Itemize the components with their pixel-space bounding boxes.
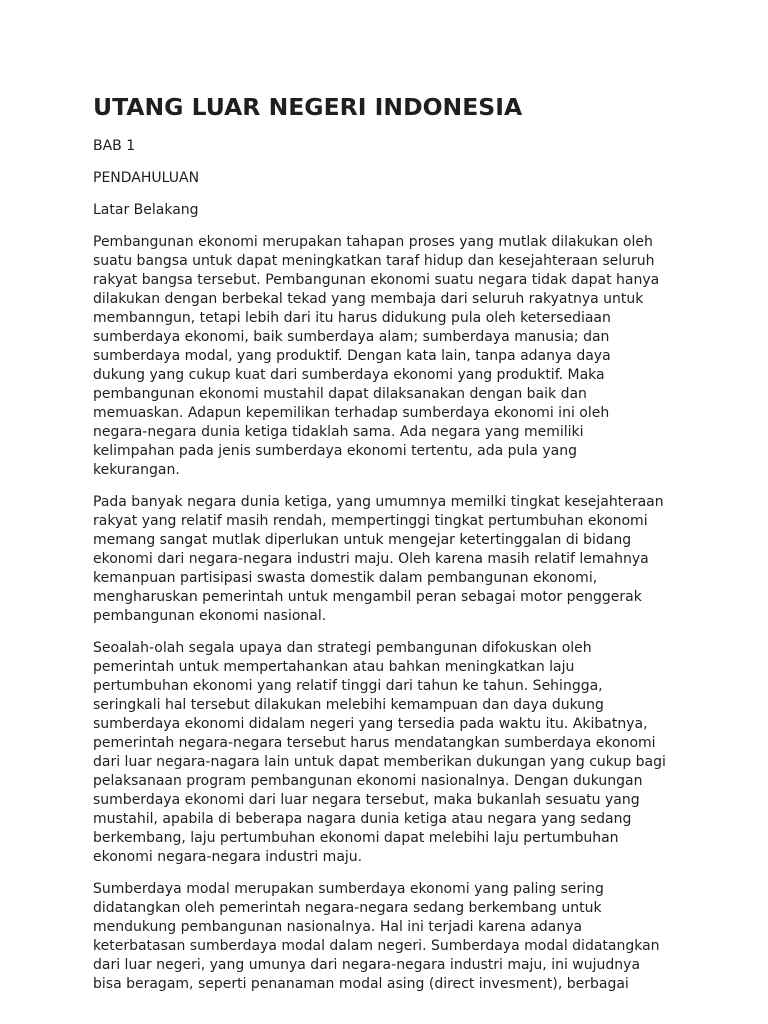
chapter-heading: BAB 1 bbox=[93, 138, 136, 154]
paragraph-line: pelaksanaan program pembangunan ekonomi nasionalnya. Dengan dukungan bbox=[93, 773, 643, 789]
paragraph-line: kemanpuan partisipasi swasta domestik dalam pembangunan ekonomi, bbox=[93, 570, 598, 586]
paragraph-line: bisa beragam, seperti penanaman modal asing (direct invesment), berbagai bbox=[93, 976, 629, 992]
paragraph-line: pemerintah negara-negara tersebut harus mendatangkan sumberdaya ekonomi bbox=[93, 735, 656, 751]
section-heading: PENDAHULUAN bbox=[93, 170, 200, 186]
paragraph-line: dari luar negeri, yang umunya dari negara-negara industri maju, ini wujudnya bbox=[93, 957, 641, 973]
paragraph-line: sumberdaya modal, yang produktif. Dengan kata lain, tanpa adanya daya bbox=[93, 348, 611, 364]
paragraph-line: seringkali hal tersebut dilakukan melebihi kemampuan dan daya dukung bbox=[93, 697, 604, 713]
paragraph-line: Sumberdaya modal merupakan sumberdaya ekonomi yang paling sering bbox=[93, 881, 604, 897]
paragraph-line: mengharuskan pemerintah untuk mengambil peran sebagai motor penggerak bbox=[93, 589, 642, 605]
paragraph-line: Pembangunan ekonomi merupakan tahapan proses yang mutlak dilakukan oleh bbox=[93, 234, 653, 250]
paragraph-line: pembangunan ekonomi mustahil dapat dilaksanakan dengan baik dan bbox=[93, 386, 587, 402]
paragraph-line: dari luar negara-nagara lain untuk dapat memberikan dukungan yang cukup bagi bbox=[93, 754, 666, 770]
document-title: UTANG LUAR NEGERI INDONESIA bbox=[93, 93, 523, 121]
paragraph-line: berkembang, laju pertumbuhan ekonomi dapat melebihi laju pertumbuhan bbox=[93, 830, 619, 846]
paragraph-line: kekurangan. bbox=[93, 462, 180, 478]
paragraph-line: dilakukan dengan berbekal tekad yang membaja dari seluruh rakyatnya untuk bbox=[93, 291, 644, 307]
paragraph-line: membanngun, tetapi lebih dari itu harus didukung pula oleh ketersediaan bbox=[93, 310, 611, 326]
paragraph bbox=[93, 880, 693, 994]
paragraph-line: sumberdaya ekonomi, baik sumberdaya alam; sumberdaya manusia; dan bbox=[93, 329, 610, 345]
paragraph-line: pemerintah untuk mempertahankan atau bahkan meningkatkan laju bbox=[93, 659, 575, 675]
paragraph-line: mustahil, apabila di beberapa nagara dunia ketiga atau negara yang sedang bbox=[93, 811, 632, 827]
paragraph-line: memuaskan. Adapun kepemilikan terhadap sumberdaya ekonomi ini oleh bbox=[93, 405, 610, 421]
paragraph-line: memang sangat mutlak diperlukan untuk mengejar ketertinggalan di bidang bbox=[93, 532, 632, 548]
paragraph-line: pembangunan ekonomi nasional. bbox=[93, 608, 327, 624]
paragraph-line: sumberdaya ekonomi dari luar negara tersebut, maka bukanlah sesuatu yang bbox=[93, 792, 640, 808]
paragraph-line: dukung yang cukup kuat dari sumberdaya ekonomi yang produktif. Maka bbox=[93, 367, 605, 383]
paragraph-line: ekonomi dari negara-negara industri maju. Oleh karena masih relatif lemahnya bbox=[93, 551, 649, 567]
paragraph bbox=[93, 639, 693, 867]
paragraph-line: rakyat yang relatif masih rendah, mempertinggi tingkat pertumbuhan ekonomi bbox=[93, 513, 648, 529]
paragraph bbox=[93, 493, 693, 626]
paragraph-line: mendukung pembangunan nasionalnya. Hal ini terjadi karena adanya bbox=[93, 919, 583, 935]
paragraph-line: Seoalah-olah segala upaya dan strategi pembangunan difokuskan oleh bbox=[93, 640, 592, 656]
paragraph-line: ekonomi negara-negara industri maju. bbox=[93, 849, 363, 865]
paragraph-line: didatangkan oleh pemerintah negara-negara sedang berkembang untuk bbox=[93, 900, 602, 916]
paragraph-line: negara-negara dunia ketiga tidaklah sama. Ada negara yang memiliki bbox=[93, 424, 584, 440]
paragraph-line: kelimpahan pada jenis sumberdaya ekonomi tertentu, ada pula yang bbox=[93, 443, 577, 459]
paragraph-line: keterbatasan sumberdaya modal dalam negeri. Sumberdaya modal didatangkan bbox=[93, 938, 660, 954]
paragraph-line: suatu bangsa untuk dapat meningkatkan taraf hidup dan kesejahteraan seluruh bbox=[93, 253, 655, 269]
paragraph-line: pertumbuhan ekonomi yang relatif tinggi dari tahun ke tahun. Sehingga, bbox=[93, 678, 603, 694]
subsection-heading: Latar Belakang bbox=[93, 202, 199, 218]
paragraph-line: sumberdaya ekonomi didalam negeri yang tersedia pada waktu itu. Akibatnya, bbox=[93, 716, 648, 732]
paragraph-line: rakyat bangsa tersebut. Pembangunan ekonomi suatu negara tidak dapat hanya bbox=[93, 272, 660, 288]
paragraph bbox=[93, 233, 693, 480]
document-body bbox=[93, 137, 693, 1007]
paragraph-line: Pada banyak negara dunia ketiga, yang umumnya memilki tingkat kesejahteraan bbox=[93, 494, 664, 510]
